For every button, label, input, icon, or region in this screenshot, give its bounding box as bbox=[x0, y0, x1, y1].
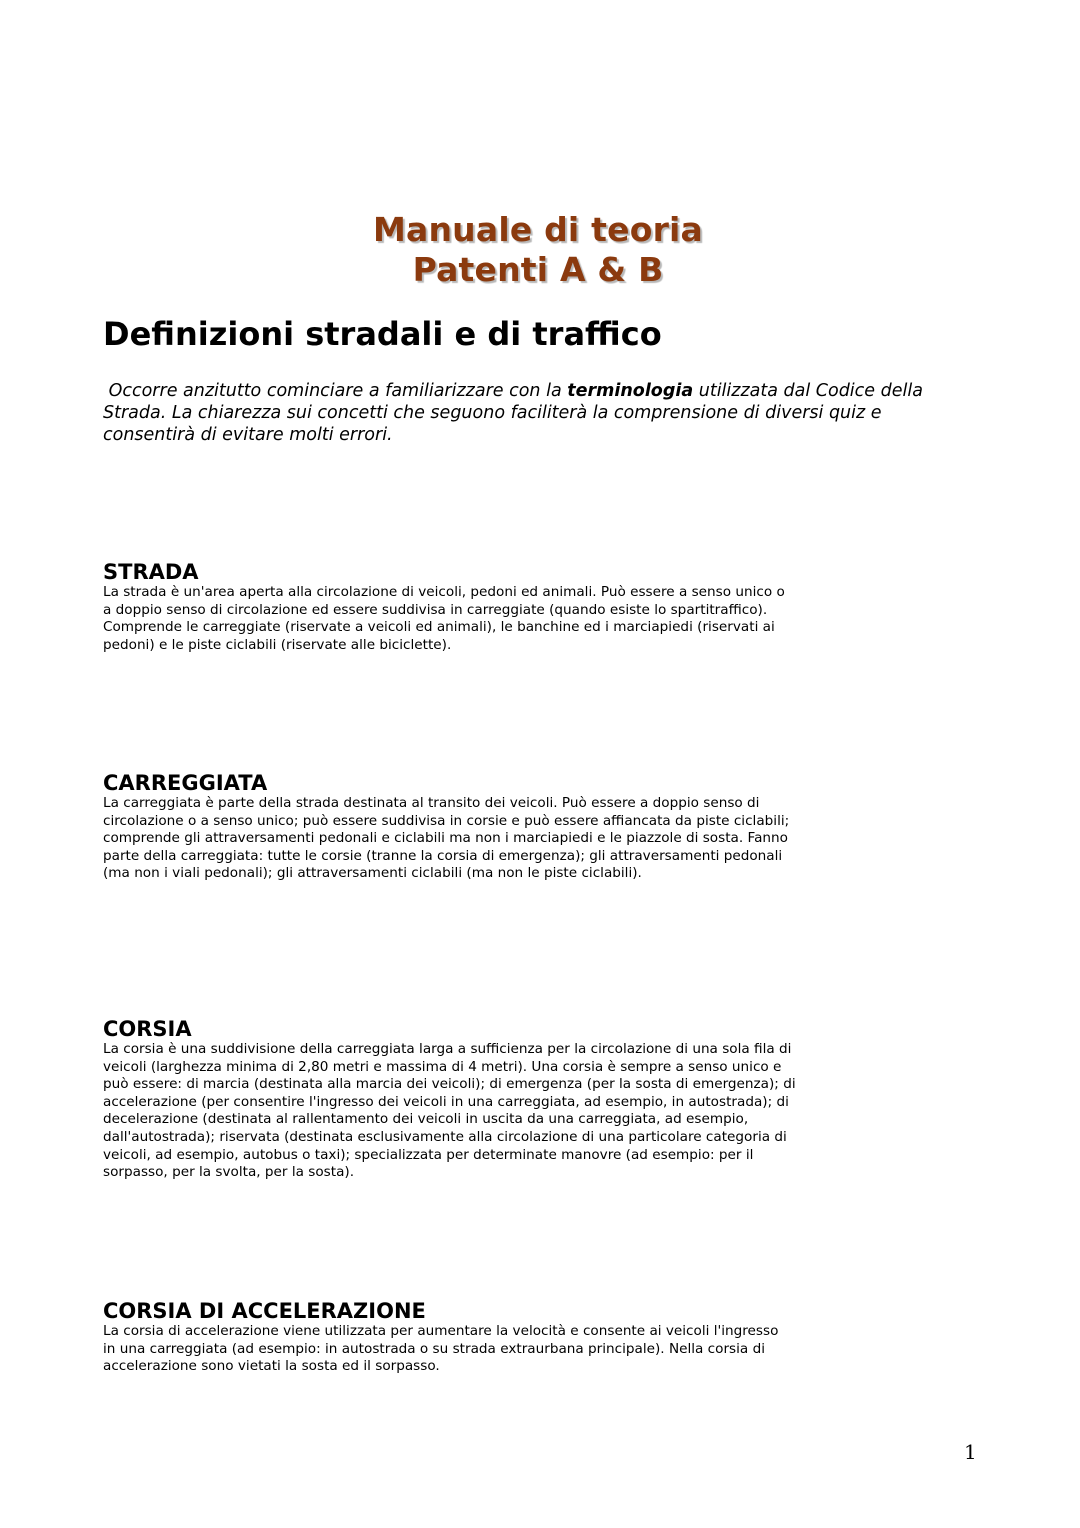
definition-term: CARREGGIATA bbox=[103, 771, 268, 795]
definition-body: La corsia è una suddivisione della carreggiata larga a sufficienza per la circolazione di una sola fila di veicoli (larghezza minima di 2,80 metri e massima di 4 metri). Una corsia è sempre a senso unico e può essere: di marcia (destinata alla marcia dei veicoli); di emergenza (per la sosta di emergenza); di accelerazione (per consentire l'ingresso dei veicoli in una carreggiata, ad esempio, in autostrada); di decelerazione (destinata al rallentamento dei veicoli in uscita da una carreggiata, ad esempio, dall'autostrada); riservata (destinata esclusivamente alla circolazione di una particolare categoria di veicoli, ad esempio, autobus o taxi); specializzata per determinate manovre (ad esempio: per il sorpasso, per la svolta, per la sosta). bbox=[103, 1041, 796, 1181]
definition-corsia bbox=[103, 1017, 823, 1182]
intro-paragraph bbox=[103, 380, 973, 446]
page-number: 1 bbox=[964, 1440, 977, 1464]
definition-body: La corsia di accelerazione viene utilizzata per aumentare la velocità e consente ai veicoli l'ingresso in una carreggiata (ad esempio: in autostrada o su strada extraurbana principale). Nella corsia di accelerazione sono vietati la sosta ed il sorpasso. bbox=[103, 1323, 779, 1375]
intro-bold-term: terminologia bbox=[567, 381, 694, 401]
title-line-1: Manuale di teoria bbox=[372, 210, 704, 249]
definition-term: STRADA bbox=[103, 560, 199, 584]
definition-corsia-di-accelerazione bbox=[103, 1299, 823, 1376]
document-title bbox=[0, 210, 1080, 290]
definition-strada bbox=[103, 560, 823, 654]
definition-body: La carreggiata è parte della strada destinata al transito dei veicoli. Può essere a doppio senso di circolazione o a senso unico; può essere suddivisa in corsie e può essere affiancata da piste ciclabili; comprende gli attraversamenti pedonali e ciclabili ma non i marciapiedi e le piazzole di sosta. Fanno parte della carreggiata: tutte le corsie (tranne la corsia di emergenza); gli attraversamenti pedonali (ma non i viali pedonali); gli attraversamenti ciclabili (ma non le piste ciclabili). bbox=[103, 795, 790, 882]
title-line-2: Patenti A & B bbox=[412, 250, 664, 289]
definition-body: La strada è un'area aperta alla circolazione di veicoli, pedoni ed animali. Può essere a senso unico o a doppio senso di circolazione ed essere suddivisa in carreggiate (quando esiste lo spartitraffico). Comprende le carreggiate (riservate a veicoli ed animali), le banchine ed i marciapiedi (riservati ai pedoni) e le piste ciclabili (riservate alle biciclette). bbox=[103, 584, 785, 653]
section-title: Definizioni stradali e di traffico bbox=[103, 315, 662, 353]
intro-text-after: utilizzata dal Codice della Strada. La chiarezza sui concetti che seguono faciliterà la comprensione di diversi quiz e consentirà di evitare molti errori. bbox=[103, 381, 923, 445]
definition-carreggiata bbox=[103, 771, 823, 883]
intro-text-before: Occorre anzitutto cominciare a familiarizzare con la bbox=[108, 381, 568, 401]
definition-term: CORSIA bbox=[103, 1017, 192, 1041]
definition-term: CORSIA DI ACCELERAZIONE bbox=[103, 1299, 426, 1323]
